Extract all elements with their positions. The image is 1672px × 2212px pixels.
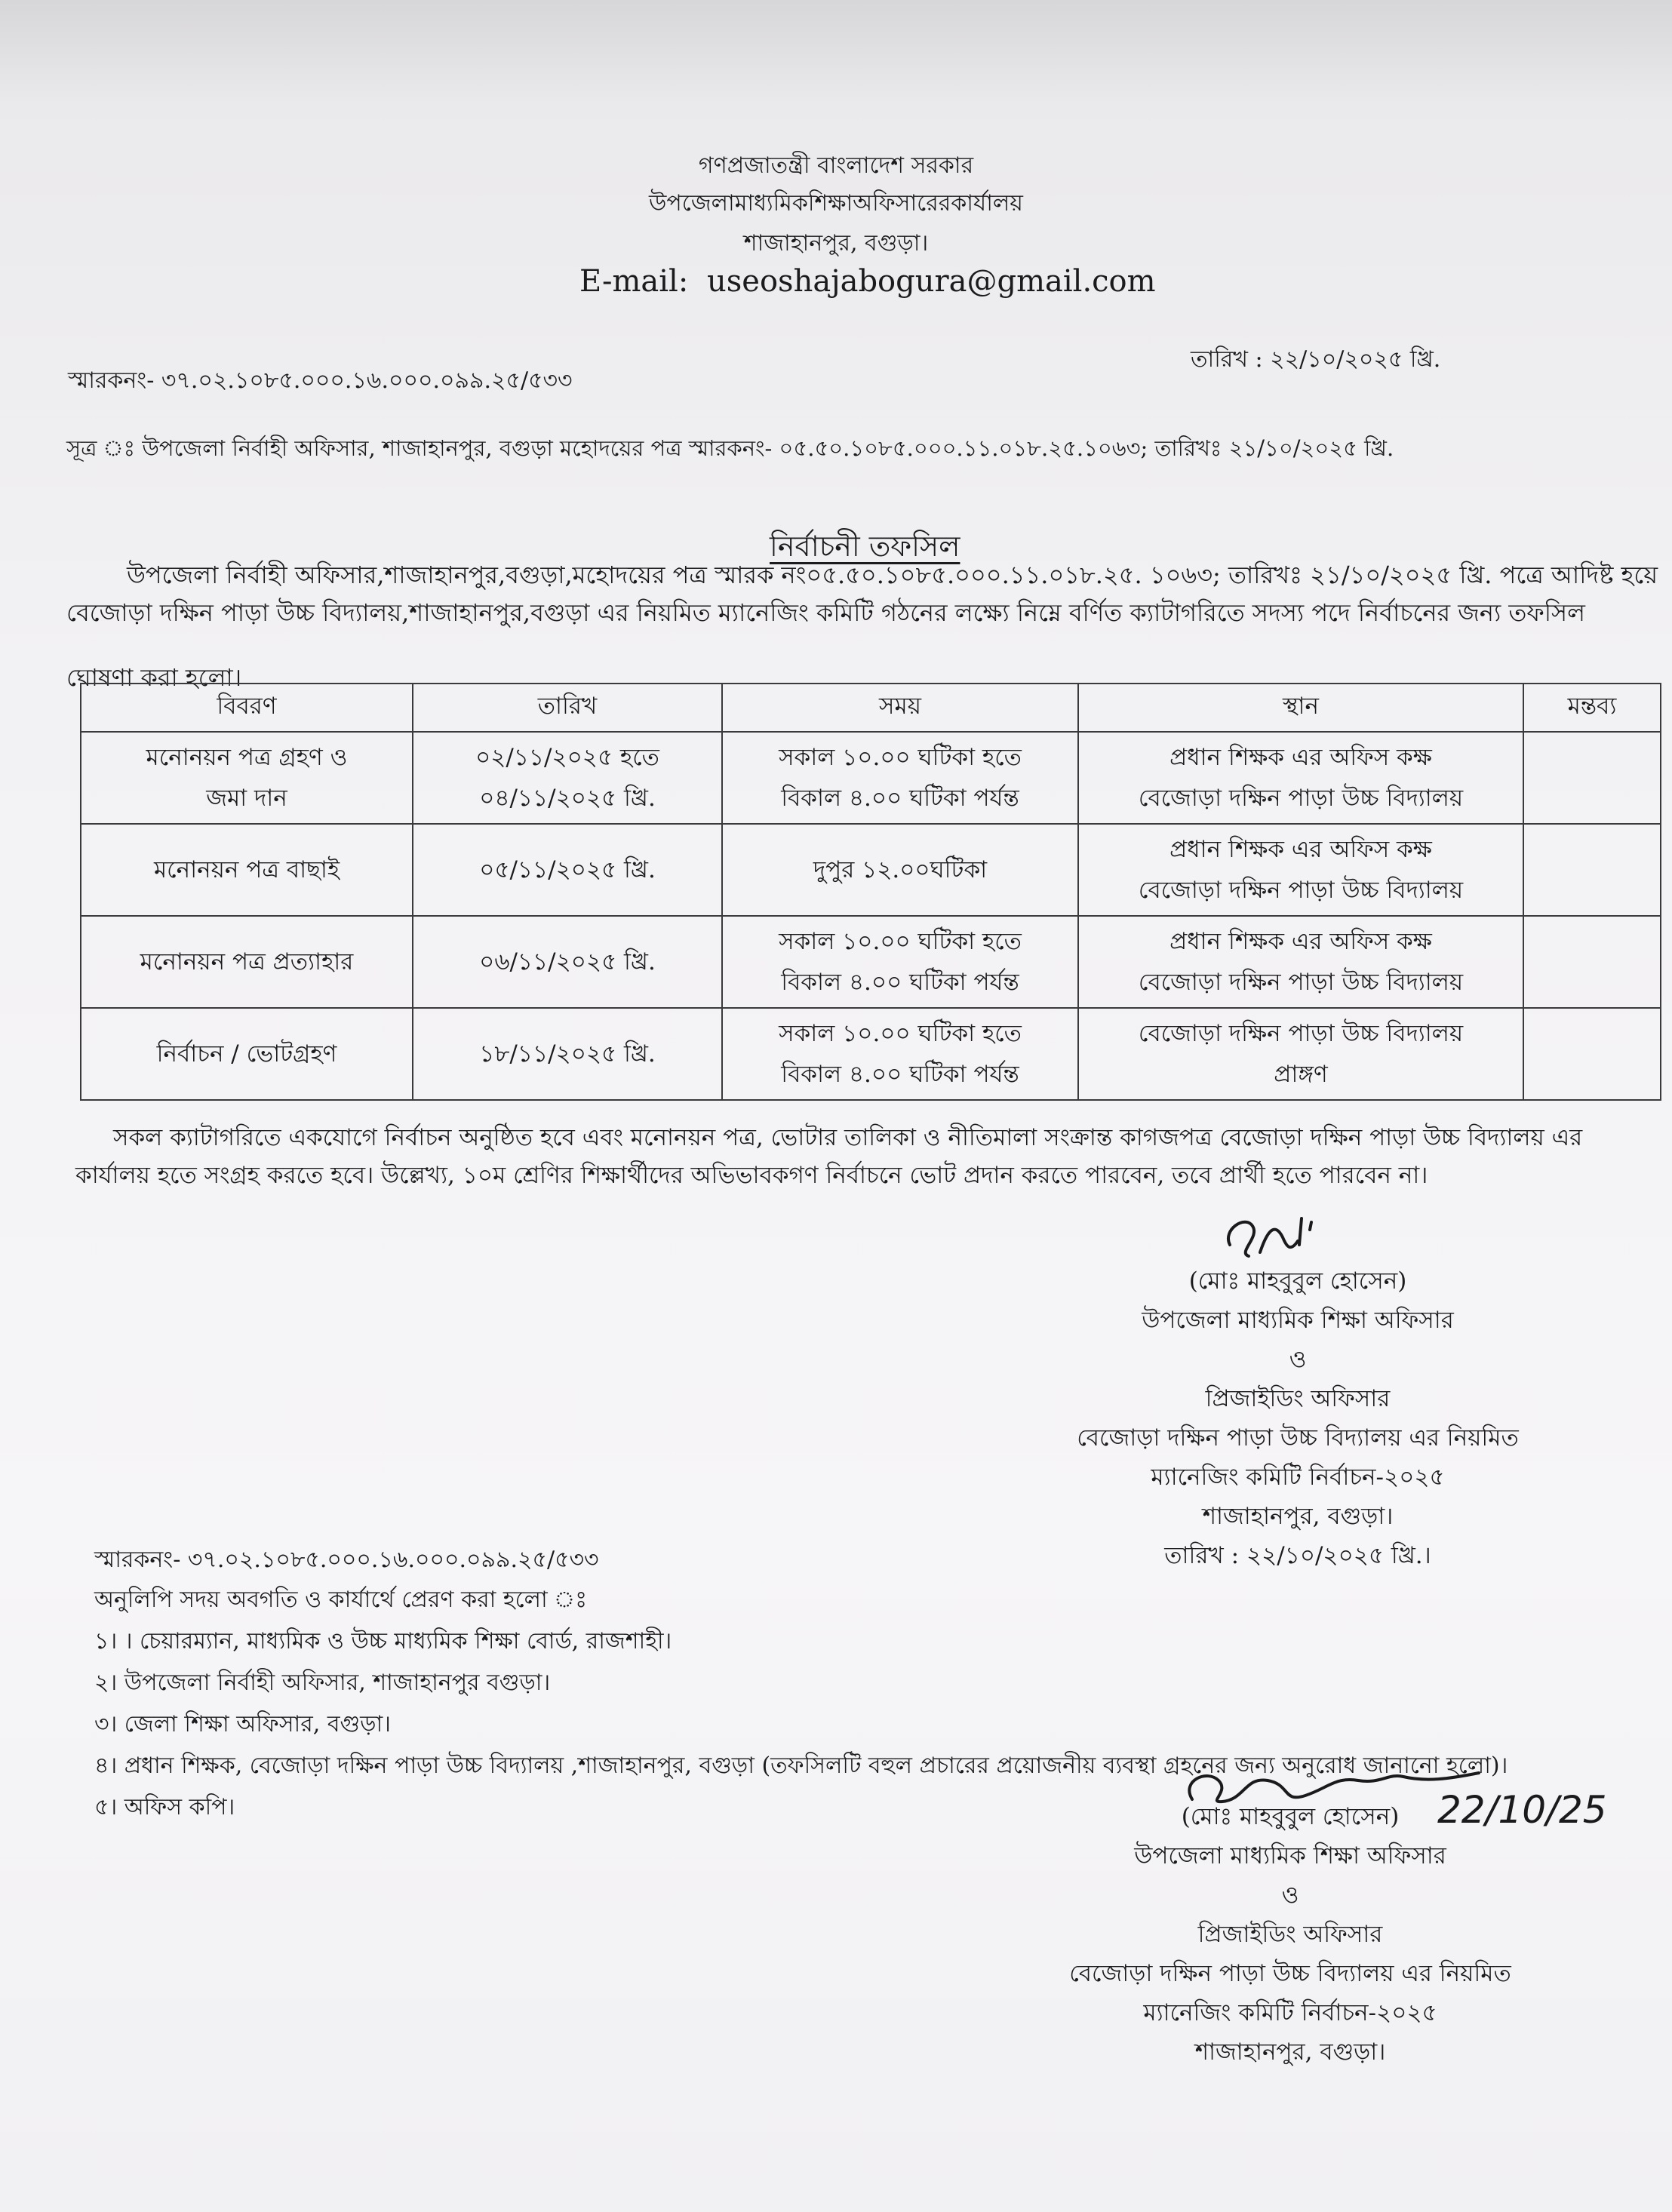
cell-text: দুপুর ১২.০০ঘটিকা [813,856,988,883]
copy-intro: অনুলিপি সদয় অবগতি ও কার্যার্থে প্রেরণ করা হলো ঃ [94,1587,588,1613]
copy-item: ১। । চেয়ারম্যান, মাধ্যমিক ও উচ্চ মাধ্যমিক শিক্ষা বোর্ড, রাজশাহী। [94,1628,672,1654]
signer-org-line-2: ম্যানেজিং কমিটি নির্বাচন-২০২৫ [1151,1464,1445,1491]
intro-line-2: বেজোড়া দক্ষিন পাড়া উচ্চ বিদ্যালয়,শাজাহানপুর,বগুড়া এর নিয়মিত ম্যানেজিং কমিটি গঠনের লক্ষ্যে নিম্নে বর্ণিত ক্যাটাগরিতে সদস্য পদে নির্বাচনের জন্য তফসিল [66,598,1585,627]
header-office: উপজেলামাধ্যমিকশিক্ষাঅফিসারেরকার্যালয় [649,190,1023,217]
cell-description [81,916,413,1008]
signer-and: ও [1289,1346,1307,1373]
cell-text: বেজোড়া দক্ষিন পাড়া উচ্চ বিদ্যালয় [1138,969,1464,996]
signer-role: প্রিজাইডিং অফিসার [1197,1921,1383,1948]
cell-remark [1523,1008,1661,1100]
cell-text: প্রধান শিক্ষক এর অফিস কক্ষ [1169,744,1432,771]
cell-text: মনোনয়ন পত্র বাছাই [153,856,340,883]
header-location: শাজাহানপুর, বগুড়া। [743,230,929,257]
email-label: E-mail: [579,264,689,299]
cell-text: সকাল ১০.০০ ঘটিকা হতে [779,1020,1022,1047]
cell-text: সকাল ১০.০০ ঘটিকা হতে [779,928,1022,955]
memo-date: তারিখ : ২২/১০/২০২৫ খ্রি. [1191,346,1441,373]
copy-item: ৫। অফিস কপি। [94,1794,235,1820]
signer-name: (মোঃ মাহবুবুল হোসেন) [1188,1267,1407,1295]
header-description: বিবরণ [81,684,413,732]
header-email-row [579,264,1156,299]
copy-item: ৪। প্রধান শিক্ষক, বেজোড়া দক্ষিন পাড়া উচ্চ বিদ্যালয় ,শাজাহানপুর, বগুড়া (তফসিলটি বহুল প্রচারের প্রয়োজনীয় ব্যবস্থা গ্রহনের জন্য অনুরোধ জানানো হলো)। [94,1753,1508,1779]
cell-text: মনোনয়ন পত্র প্রত্যাহার [140,948,354,975]
cell-place [1078,824,1523,916]
cell-time [722,1008,1078,1100]
signer-place: শাজাহানপুর, বগুড়া। [1202,1503,1394,1530]
cell-text: ০২/১১/২০২৫ হতে [475,744,659,771]
cell-text: প্রাঙ্গণ [1274,1061,1328,1088]
header-date: তারিখ [413,684,722,732]
signer-place: শাজাহানপুর, বগুড়া। [1194,2038,1386,2066]
page-shadow [0,0,1672,106]
table-header-row [81,684,1661,732]
cell-text: বেজোড়া দক্ষিন পাড়া উচ্চ বিদ্যালয় [1138,877,1464,904]
header-remarks: মন্তব্য [1523,684,1661,732]
cell-time [722,732,1078,824]
cell-time [722,824,1078,916]
cell-text: বেজোড়া দক্ষিন পাড়া উচ্চ বিদ্যালয় [1138,1020,1464,1047]
cell-text: ১৮/১১/২০২৫ খ্রি. [479,1040,656,1068]
schedule-table [80,683,1661,1101]
signature-block-2 [1034,1797,1547,2072]
page-title: নির্বাচনী তফসিল [770,530,960,563]
copy-item: ২। উপজেলা নির্বাহী অফিসার, শাজাহানপুর বগুড়া। [94,1670,551,1696]
cell-remark [1523,916,1661,1008]
copy-item: ৩। জেলা শিক্ষা অফিসার, বগুড়া। [94,1711,391,1737]
notice-line-2: কার্যালয় হতে সংগ্রহ করতে হবে। উল্লেখ্য, ১০ম শ্রেণির শিক্ষার্থীদের অভিভাবকগণ নির্বাচনে ভোট প্রদান করতে পারবেন, তবে প্রার্থী হতে পারবেন না। [75,1162,1428,1189]
cell-text: ০৫/১১/২০২৫ খ্রি. [479,856,656,883]
signer-role: প্রিজাইডিং অফিসার [1205,1385,1391,1412]
reference-line: সূত্র ঃ উপজেলা নির্বাহী অফিসার, শাজাহানপুর, বগুড়া মহোদয়ের পত্র স্মারকনং- ০৫.৫০.১০৮৫.০০০.১১.০১৮.২৫.১০৬৩; তারিখঃ ২১/১০/২০২৫ খ্রি. [66,435,1394,461]
cell-text: ০৪/১১/২০২৫ খ্রি. [479,785,656,812]
cell-date [413,824,722,916]
copy-memo-number: স্মারকনং- ৩৭.০২.১০৮৫.০০০.১৬.০০০.০৯৯.২৫/৫৩৩ [94,1547,599,1573]
signer-org-line-2: ম্যানেজিং কমিটি নির্বাচন-২০২৫ [1143,1999,1437,2026]
header-time: সময় [722,684,1078,732]
cell-date [413,1008,722,1100]
table-row [81,916,1661,1008]
signer-title: উপজেলা মাধ্যমিক শিক্ষা অফিসার [1142,1307,1454,1334]
signature-scribble-1 [1215,1200,1328,1267]
intro-line-3: ঘোষণা করা হলো। [66,663,242,692]
cell-text: বিকাল ৪.০০ ঘটিকা পর্যন্ত [781,1061,1019,1088]
signature-block-1 [1041,1261,1554,1575]
intro-line-1: উপজেলা নির্বাহী অফিসার,শাজাহানপুর,বগুড়া,মহোদয়ের পত্র স্মারক নং০৫.৫০.১০৮৫.০০০.১১.০১৮.২৫. ১০৬৩; তারিখঃ ২১/১০/২০২৫ খ্রি. পত্রে আদিষ্ট হয়ে [127,561,1658,589]
cell-date [413,916,722,1008]
cell-description [81,732,413,824]
signer-date: তারিখ : ২২/১০/২০২৫ খ্রি.। [1164,1542,1431,1569]
cell-place [1078,1008,1523,1100]
cell-text: ০৬/১১/২০২৫ খ্রি. [479,948,656,975]
email-address: useoshajabogura@gmail.com [707,264,1156,299]
signer-org-line-1: বেজোড়া দক্ষিন পাড়া উচ্চ বিদ্যালয় এর নিয়মিত [1069,1960,1511,1987]
cell-place [1078,916,1523,1008]
table-row [81,732,1661,824]
cell-remark [1523,824,1661,916]
table-row [81,824,1661,916]
cell-text: মনোনয়ন পত্র গ্রহণ ও [146,744,348,771]
cell-description [81,824,413,916]
cell-text: সকাল ১০.০০ ঘটিকা হতে [779,744,1022,771]
cell-text: প্রধান শিক্ষক এর অফিস কক্ষ [1169,928,1432,955]
memo-number: স্মারকনং- ৩৭.০২.১০৮৫.০০০.১৬.০০০.০৯৯.২৫/৫৩৩ [68,367,573,394]
signer-title: উপজেলা মাধ্যমিক শিক্ষা অফিসার [1134,1842,1446,1869]
cell-text: বিকাল ৪.০০ ঘটিকা পর্যন্ত [781,969,1019,996]
cell-description [81,1008,413,1100]
header-government: গণপ্রজাতন্ত্রী বাংলাদেশ সরকার [698,152,974,179]
cell-date [413,732,722,824]
cell-text: বিকাল ৪.০০ ঘটিকা পর্যন্ত [781,785,1019,812]
cell-remark [1523,732,1661,824]
signer-org-line-1: বেজোড়া দক্ষিন পাড়া উচ্চ বিদ্যালয় এর নিয়মিত [1077,1424,1519,1452]
notice-line-1: সকল ক্যাটাগরিতে একযোগে নির্বাচন অনুষ্ঠিত হবে এবং মনোনয়ন পত্র, ভোটার তালিকা ও নীতিমালা সংক্রান্ত কাগজপত্র বেজোড়া দক্ষিন পাড়া উচ্চ বিদ্যালয় এর [113,1124,1583,1151]
cell-text: নির্বাচন / ভোটগ্রহণ [156,1040,337,1068]
cell-place [1078,732,1523,824]
header-place: স্থান [1078,684,1523,732]
cell-time [722,916,1078,1008]
table-row [81,1008,1661,1100]
signer-name: (মোঃ মাহবুবুল হোসেন) [1181,1803,1400,1830]
signer-and: ও [1281,1882,1299,1909]
cell-text: জমা দান [206,785,287,812]
handwritten-date: 22/10/25 [1437,1788,1607,1832]
cell-text: প্রধান শিক্ষক এর অফিস কক্ষ [1169,836,1432,863]
cell-text: বেজোড়া দক্ষিন পাড়া উচ্চ বিদ্যালয় [1138,785,1464,812]
